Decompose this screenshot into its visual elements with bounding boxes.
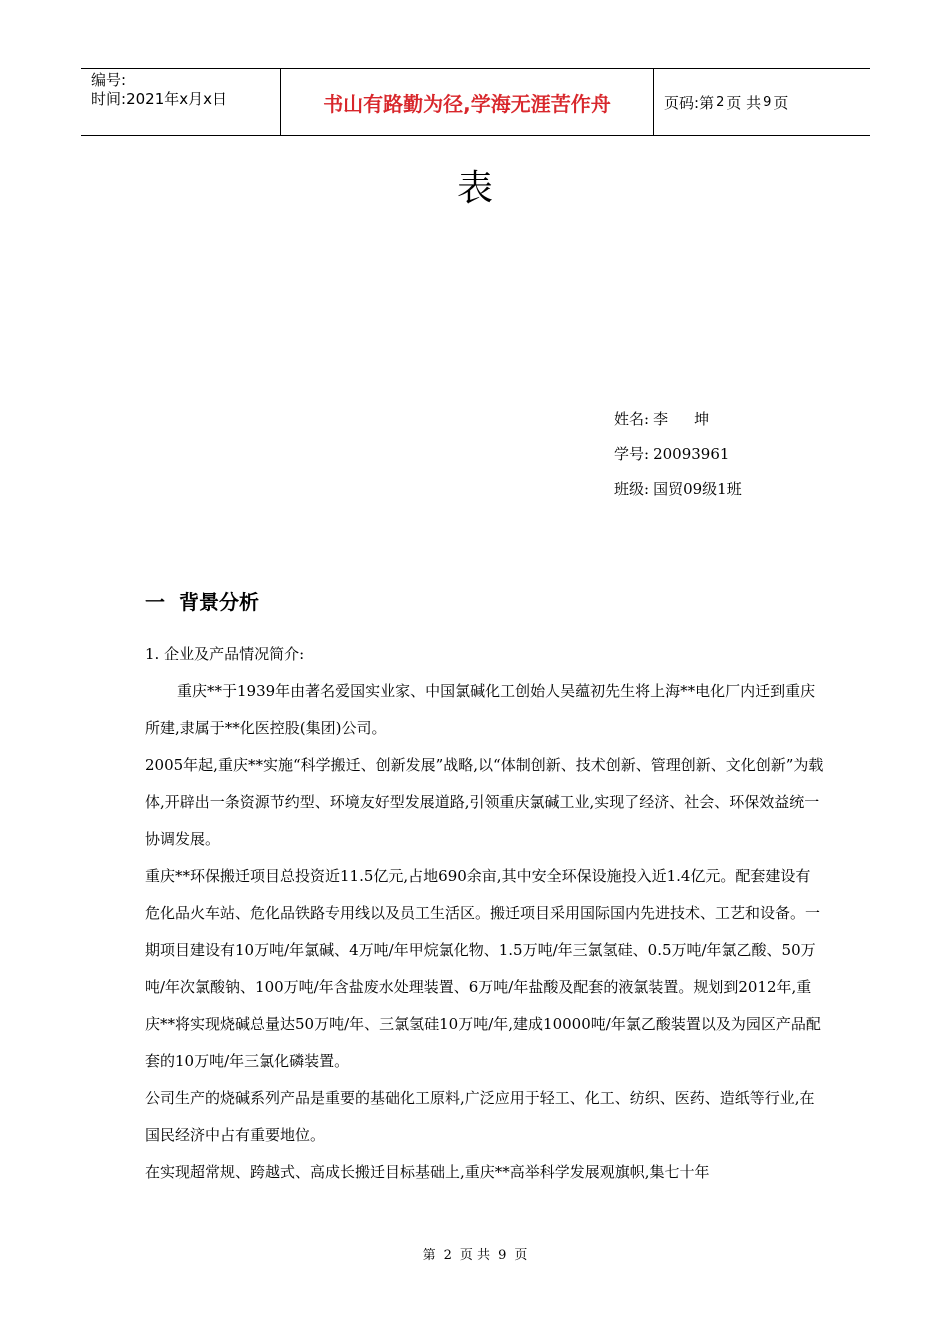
footer-mid: 页 共 — [459, 1248, 491, 1263]
paragraph: 在实现超常规、跨越式、高成长搬迁目标基础上,重庆**高举科学发展观旗帜,集七十年 — [145, 1163, 710, 1181]
page-label: 页码: — [664, 93, 700, 112]
class-value: 国贸09级1班 — [653, 480, 742, 498]
page-footer — [0, 1244, 950, 1263]
footer-prefix: 第 — [422, 1248, 436, 1263]
document-title: 表 — [456, 168, 493, 209]
id-value: 20093961 — [653, 445, 730, 463]
student-info — [614, 402, 742, 507]
name-value: 李坤 — [653, 410, 736, 428]
footer-page-total: 9 — [498, 1248, 507, 1263]
section-heading — [145, 586, 259, 615]
body-text — [145, 636, 825, 1191]
header-meta-cell — [81, 69, 281, 135]
paragraph: 公司生产的烧碱系列产品是重要的基础化工原料,广泛应用于轻工、化工、纺织、医药、造纸等行业,在国民经济中占有重要地位。 — [145, 1089, 815, 1144]
paragraph: 重庆**于1939年由著名爱国实业家、中国氯碱化工创始人吴蕴初先生将上海**电化厂内迁到重庆所建,隶属于**化医控股(集团)公司。 — [145, 682, 816, 737]
header-page-total: 9 — [763, 94, 772, 110]
subheading: 1. 企业及产品情况简介: — [145, 645, 305, 663]
page-mid: 页 共 — [726, 93, 762, 112]
name-label: 姓名: — [614, 410, 650, 428]
header-date: 2021年x月x日 — [126, 90, 227, 108]
section-number: 一 — [145, 590, 165, 614]
header-page-info — [654, 69, 870, 135]
page-suffix: 页 — [773, 93, 789, 112]
time-line — [91, 90, 280, 109]
header-page-number: 2 — [716, 94, 725, 110]
footer-page-number: 2 — [443, 1248, 452, 1263]
id-label: 学号: — [614, 445, 650, 463]
page-prefix: 第 — [699, 93, 715, 112]
class-label: 班级: — [614, 480, 650, 498]
name-row — [614, 402, 742, 437]
header-motto: 书山有路勤为径,学海无涯苦作舟 — [281, 69, 654, 135]
paragraph: 2005年起,重庆**实施“科学搬迁、创新发展”战略,以“体制创新、技术创新、管理创新、文化创新”为载体,开辟出一条资源节约型、环境友好型发展道路,引领重庆氯碱工业,实现了经济、社会、环保效益统一协调发展。 — [145, 756, 824, 848]
paragraph: 重庆**环保搬迁项目总投资近11.5亿元,占地690余亩,其中安全环保设施投入近1.4亿元。配套建设有危化品火车站、危化品铁路专用线以及员工生活区。搬迁项目采用国际国内先进技术、工艺和设备。一期项目建设有10万吨/年氯碱、4万吨/年甲烷氯化物、1.5万吨/年三氯氢硅、0.5万吨/年氯乙酸、50万吨/年次氯酸钠、100万吨/年含盐废水处理装置、6万吨/年盐酸及配套的液氯装置。规划到2012年,重庆**将实现烧碱总量达50万吨/年、三氯氢硅10万吨/年,建成10000吨/年氯乙酸装置以及为园区产品配套的10万吨/年三氯化磷装置。 — [145, 867, 821, 1070]
page-header — [81, 68, 870, 136]
time-label: 时间: — [91, 90, 127, 108]
section-title: 背景分析 — [179, 590, 259, 614]
footer-suffix: 页 — [514, 1248, 528, 1263]
class-row — [614, 472, 742, 507]
code-label: 编号: — [91, 71, 127, 89]
id-row — [614, 437, 742, 472]
